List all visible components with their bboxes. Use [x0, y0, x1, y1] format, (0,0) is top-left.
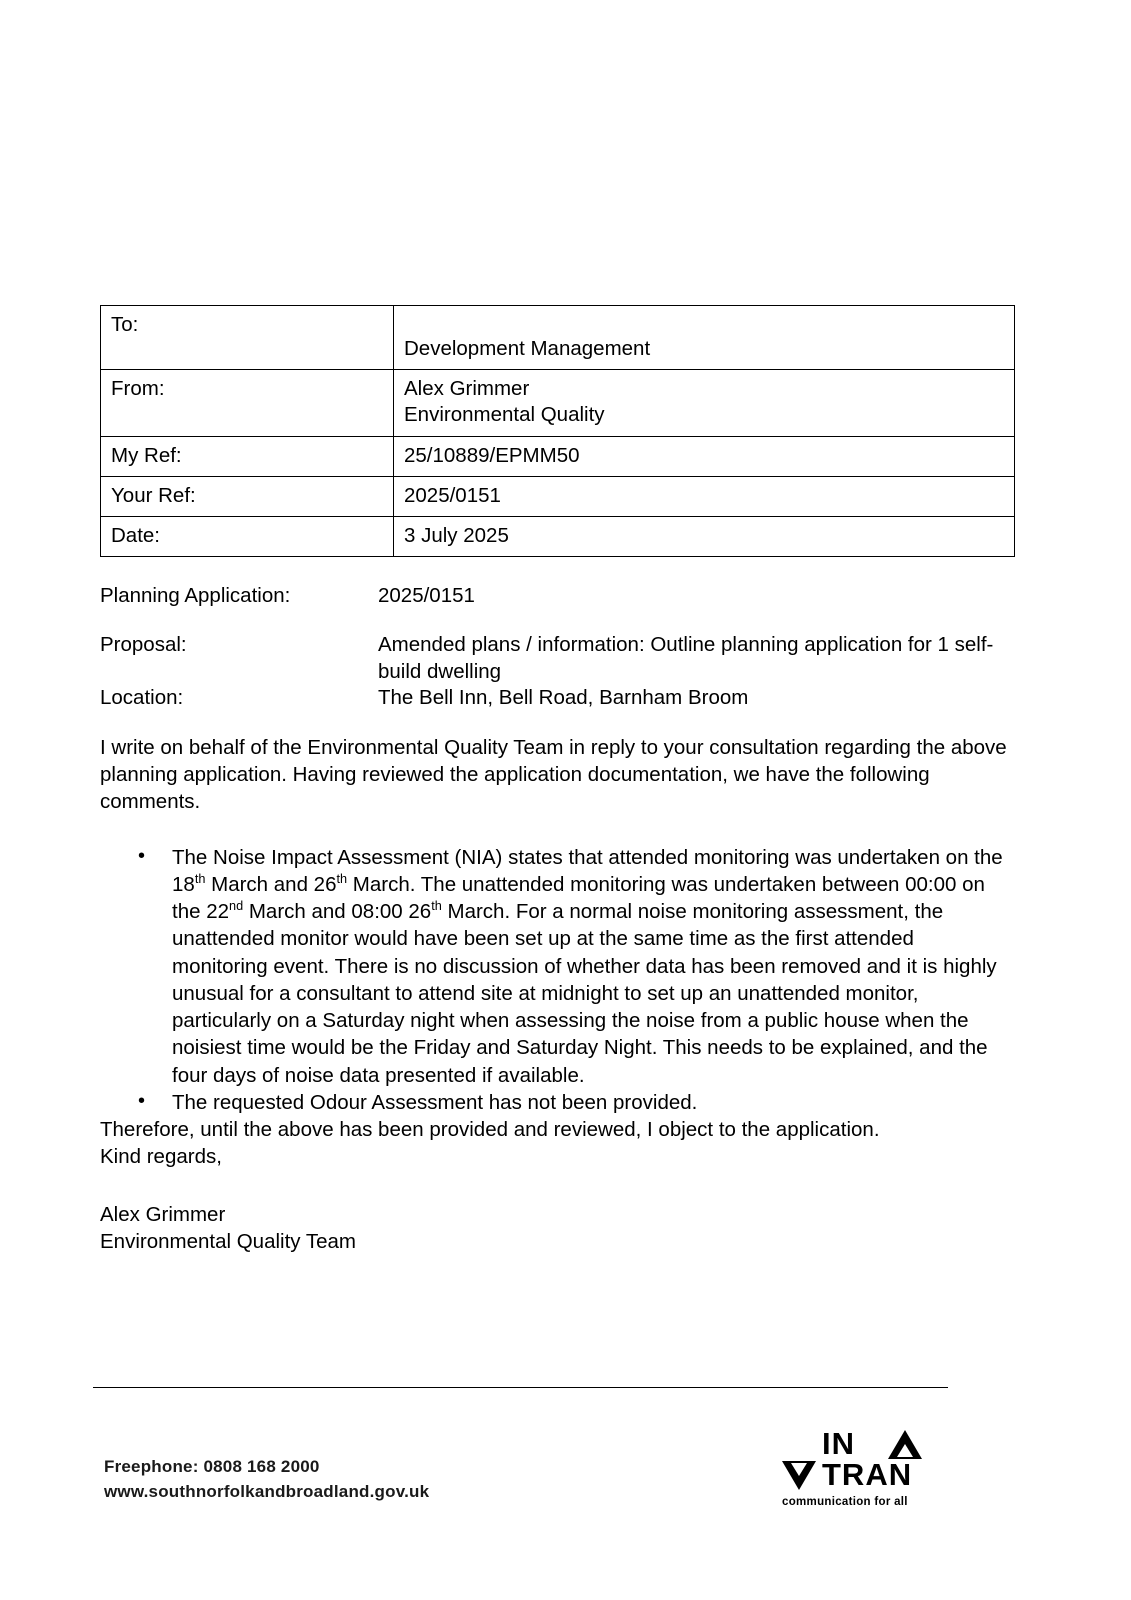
- row-value-your-ref: 2025/0151: [394, 476, 1015, 516]
- closing-paragraph: Therefore, until the above has been provided and reviewed, I object to the application.: [100, 1118, 880, 1142]
- field-value-location: The Bell Inn, Bell Road, Barnham Broom: [378, 686, 749, 710]
- field-label-planning-application: Planning Application:: [100, 584, 291, 608]
- field-value-proposal: Amended plans / information: Outline planning application for 1 self-build dwelling: [378, 633, 994, 683]
- row-value-to-text: Development Management: [404, 337, 651, 360]
- footer-freephone: Freephone: 0808 168 2000: [104, 1457, 320, 1476]
- row-value-from: [394, 370, 1015, 436]
- table-row: [101, 517, 1015, 557]
- row-label-your-ref: Your Ref:: [101, 476, 394, 516]
- intran-logo: [780, 1428, 960, 1513]
- logo-tagline: communication for all: [782, 1496, 908, 1508]
- triangle-down-inner-icon: [791, 1463, 807, 1476]
- signature-block: [100, 1201, 1015, 1256]
- row-label-from: From:: [101, 370, 394, 436]
- bullet-text-2: The requested Odour Assessment has not been provided.: [172, 1090, 698, 1114]
- field-planning-application: [100, 583, 1015, 610]
- signature-name: Alex Grimmer: [100, 1202, 226, 1226]
- row-value-my-ref: 25/10889/EPMM50: [394, 436, 1015, 476]
- bullet-text-1: The Noise Impact Assessment (NIA) states that attended monitoring was undertaken on the 18th March and 26th March. The unattended monitoring was undertaken between 00:00 on the 22nd March and 08:00 26th March. For a normal noise monitoring assessment, the unattended monitor would have been set up at the same time as the first attended monitoring event. There is no discussion of whether data has been removed and it is highly unusual for a consultant to attend site at midnight to set up an unattended monitor, particularly on a Saturday night when assessing the noise from a public house when the noisiest time would be the Friday and Saturday Night. This needs to be explained, and the four days of noise data presented if available.: [172, 845, 1003, 1087]
- footer-contact: [104, 1455, 429, 1504]
- row-value-to: [394, 306, 1015, 370]
- comments-list: [100, 844, 1015, 1117]
- from-team: Environmental Quality: [404, 403, 605, 427]
- field-location: [100, 685, 1015, 712]
- memo-header-table: [100, 305, 1015, 557]
- footer-website[interactable]: www.southnorfolkandbroadland.gov.uk: [104, 1481, 430, 1501]
- field-label-location: Location:: [100, 686, 184, 710]
- table-row: [101, 370, 1015, 436]
- list-item: [100, 844, 1015, 1089]
- footer-divider: [93, 1387, 948, 1388]
- row-value-date: 3 July 2025: [394, 517, 1015, 557]
- intro-paragraph: I write on behalf of the Environmental Quality Team in reply to your consultation regarding the above planning application. Having reviewed the application documentation, we have the following comments.: [100, 735, 1007, 814]
- field-proposal: [100, 632, 1015, 685]
- table-row: [101, 436, 1015, 476]
- field-value-planning-application: 2025/0151: [378, 584, 475, 608]
- from-name: Alex Grimmer: [404, 377, 530, 401]
- kind-regards: Kind regards,: [100, 1145, 222, 1169]
- application-fields: [100, 583, 1015, 712]
- logo-text-top: IN: [822, 1426, 855, 1461]
- list-item: [100, 1089, 1015, 1116]
- row-label-date: Date:: [101, 517, 394, 557]
- field-label-proposal: Proposal:: [100, 633, 187, 657]
- triangle-up-inner-icon: [897, 1444, 913, 1457]
- table-row: [101, 476, 1015, 516]
- logo-text-bottom: TRAN: [822, 1457, 913, 1492]
- row-label-my-ref: My Ref:: [101, 436, 394, 476]
- document-content: [100, 305, 1015, 1255]
- table-row: [101, 306, 1015, 370]
- row-label-to: To:: [101, 306, 394, 370]
- signature-team: Environmental Quality Team: [100, 1229, 356, 1253]
